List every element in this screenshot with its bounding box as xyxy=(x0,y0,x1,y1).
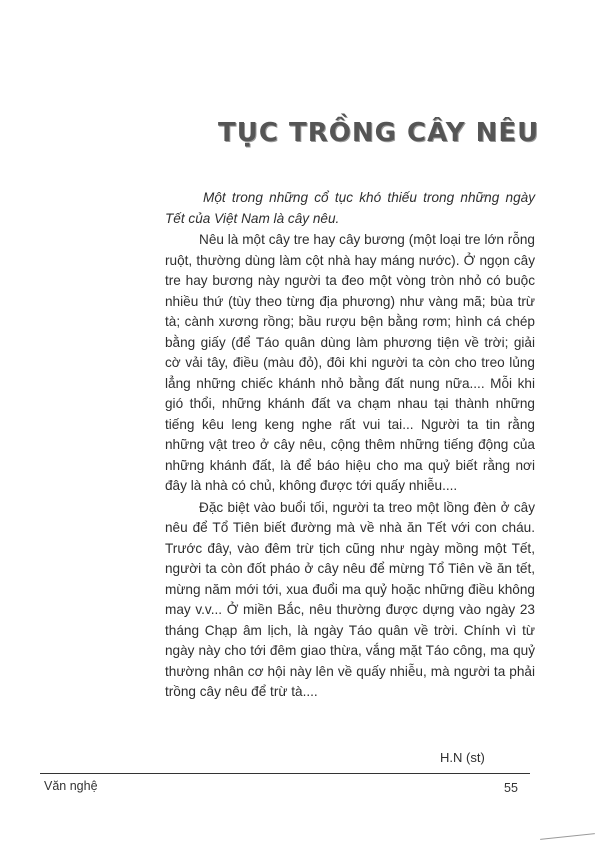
article-title: TỤC TRỒNG CÂY NÊU xyxy=(218,118,540,148)
article-signature: H.N (st) xyxy=(440,750,485,765)
article-paragraph: Đặc biệt vào buổi tối, người ta treo một lồng đèn ở cây nêu để Tổ Tiên biết đường mà về nhà ăn Tết với con cháu. Trước đây, vào đêm trừ tịch cũng như ngày mồng một Tết, người ta còn đốt pháo ở cây nêu để mừng Tổ Tiên về ăn tết, mừng năm mới tới, xua đuổi ma quỷ hoặc những điều không may v.v... Ở miền Bắc, nêu thường được dựng vào ngày 23 tháng Chạp âm lịch, là ngày Táo quân về trời. Chính vì từ ngày này cho tới đêm giao thừa, vắng mặt Táo công, ma quỷ thường nhân cơ hội này lên về quấy nhiễu, mà người ta phải trồng cây nêu để trừ tà.... xyxy=(165,499,535,699)
article-intro: Một trong những cổ tục khó thiếu trong những ngày Tết của Việt Nam là cây nêu. xyxy=(165,190,535,226)
scan-edge-mark xyxy=(540,833,595,840)
article-body xyxy=(165,188,535,703)
footer-divider xyxy=(40,773,530,774)
footer-section-name: Văn nghệ xyxy=(44,779,98,793)
article-paragraph: Nêu là một cây tre hay cây bương (một loại tre lớn rỗng ruột, thường dùng làm cột nhà hay máng nước). Ở ngọn cây tre hay bương này người ta đeo một vòng tròn nhỏ có buộc nhiều thứ (tùy theo từng địa phương) như vàng mã; bùa trừ tà; cành xương rồng; bầu rượu bện bằng rơm; hình cá chép bằng giấy (để Táo quân dùng làm phương tiện về trời; giải cờ vải tây, điều (màu đỏ), đôi khi người ta còn cho treo lủng lẳng những chiếc khánh nhỏ bằng đất nung nữa.... Mỗi khi gió thổi, những khánh đất va chạm nhau tại thành những tiếng kêu leng keng nghe rất vui tai... Người ta tin rằng những vật treo ở cây nêu, cộng thêm những tiếng động của những khánh đất, là để báo hiệu cho ma quỷ biết rằng nơi đây là nhà có chủ, không được tới quấy nhiễu.... xyxy=(165,232,535,493)
page-number: 55 xyxy=(504,781,518,795)
